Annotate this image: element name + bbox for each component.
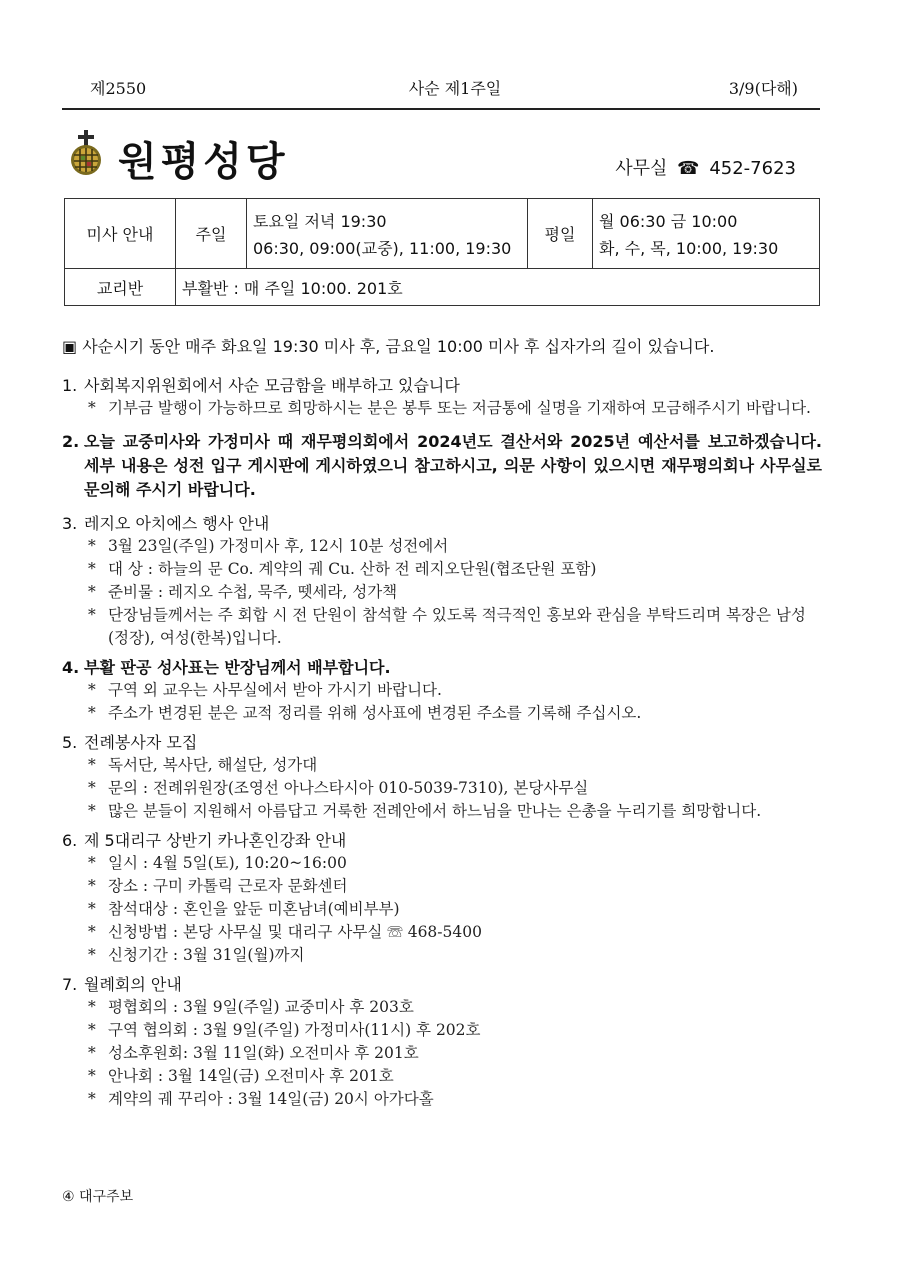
notice-text: 사순시기 동안 매주 화요일 19:30 미사 후, 금요일 10:00 미사 후 십자가의 길이 있습니다.	[82, 337, 715, 356]
bullet-item: * 많은 분들이 지원해서 아름답고 거룩한 전례안에서 하느님을 만나는 은총을 누리기를 희망합니다.	[62, 800, 822, 823]
bullet-item: * 독서단, 복사단, 해설단, 성가대	[62, 754, 822, 777]
bullet-item: * 계약의 궤 꾸리아 : 3월 14일(금) 20시 아가다홀	[62, 1088, 822, 1111]
weekday-times	[593, 199, 820, 269]
church-name: 원평성당	[118, 139, 289, 185]
section-number: 4.	[62, 658, 80, 677]
sunday-label: 주일	[176, 199, 247, 269]
catechism-label: 교리반	[65, 269, 176, 306]
bullet-item: * 장소 : 구미 카톨릭 근로자 문화센터	[62, 875, 822, 898]
section-title: 레지오 아치에스 행사 안내	[84, 514, 270, 533]
bullet-item: * 안나회 : 3월 14일(금) 오전미사 후 201호	[62, 1065, 822, 1088]
section-title: 부활 판공 성사표는 반장님께서 배부합니다.	[84, 658, 391, 677]
weekday-line-1: 월 06:30 금 10:00	[599, 211, 738, 231]
header-divider	[62, 108, 820, 110]
section-number: 7.	[62, 975, 78, 994]
bullet-item: * 문의 : 전례위원장(조영선 아나스타시아 010-5039-7310), 본당사무실	[62, 777, 822, 800]
mass-schedule-table	[64, 198, 820, 306]
office-phone: 452-7623	[709, 158, 796, 179]
sunday-line-1: 토요일 저녁 19:30	[253, 211, 387, 231]
announcement-7	[62, 973, 822, 1111]
bullet-item: * 구역 협의회 : 3월 9일(주일) 가정미사(11시) 후 202호	[62, 1019, 822, 1042]
announcement-3	[62, 512, 822, 650]
bullet-item: * 일시 : 4월 5일(토), 10:20~16:00	[62, 852, 822, 875]
bullet-item: * 참석대상 : 혼인을 앞둔 미혼남녀(예비부부)	[62, 898, 822, 921]
announcements	[62, 374, 822, 1117]
announcement-1	[62, 374, 822, 420]
office-label: 사무실	[615, 158, 668, 179]
bullet-item: * 3월 23일(주일) 가정미사 후, 12시 10분 성전에서	[62, 535, 822, 558]
announcement-4	[62, 656, 822, 725]
announcement-2	[62, 430, 822, 502]
lent-notice	[62, 334, 822, 357]
announcement-5	[62, 731, 822, 823]
church-logo-icon	[66, 128, 106, 176]
bullet-item: * 기부금 발행이 가능하므로 희망하시는 분은 봉투 또는 저금통에 실명을 기재하여 모금해주시기 바랍니다.	[62, 397, 822, 420]
section-number: 6.	[62, 831, 78, 850]
sunday-times	[247, 199, 528, 269]
section-body: 오늘 교중미사와 가정미사 때 재무평의회에서 2024년도 결산서와 2025년 예산서를 보고하겠습니다. 세부 내용은 성전 입구 게시판에 게시하였으니 참고하시고, 의문 사항이 있으시면 재무평의회나 사무실로 문의해 주시기 바랍니다.	[84, 432, 822, 499]
weekday-line-2: 화, 수, 목, 10:00, 19:30	[599, 238, 779, 258]
bullet-item: * 대 상 : 하늘의 문 Co. 계약의 궤 Cu. 산하 전 레지오단원(협조단원 포함)	[62, 558, 822, 581]
section-title: 제 5대리구 상반기 카나혼인강좌 안내	[84, 831, 347, 850]
section-title: 사회복지위원회에서 사순 모금함을 배부하고 있습니다	[84, 376, 460, 395]
section-number: 1.	[62, 376, 78, 395]
phone-icon: ☎	[677, 158, 700, 179]
bullet-item: * 신청기간 : 3월 31일(월)까지	[62, 944, 822, 967]
announcement-6	[62, 829, 822, 967]
bullet-item: * 단장님들께서는 주 회합 시 전 단원이 참석할 수 있도록 적극적인 홍보와 관심을 부탁드리며 복장은 남성(정장), 여성(한복)입니다.	[62, 604, 822, 650]
section-number: 2.	[62, 432, 80, 451]
bullet-item: * 신청방법 : 본당 사무실 및 대리구 사무실 ☏ 468-5400	[62, 921, 822, 944]
bulletin-date: 3/9(다해)	[728, 79, 798, 98]
notice-box-icon: ▣	[62, 337, 78, 356]
bullet-item: * 구역 외 교우는 사무실에서 받아 가시기 바랍니다.	[62, 679, 822, 702]
mass-label: 미사 안내	[65, 199, 176, 269]
issue-number: 제2550	[90, 79, 147, 98]
sunday-line-2: 06:30, 09:00(교중), 11:00, 19:30	[253, 238, 512, 258]
footer-source: ④ 대구주보	[62, 1189, 134, 1205]
office-contact	[615, 154, 796, 180]
bullet-item: * 준비물 : 레지오 수첩, 묵주, 뗏세라, 성가책	[62, 581, 822, 604]
bullet-item: * 주소가 변경된 분은 교적 정리를 위해 성사표에 변경된 주소를 기록해 주십시오.	[62, 702, 822, 725]
bulletin-header	[90, 76, 820, 102]
liturgical-week: 사순 제1주일	[408, 79, 502, 98]
section-number: 5.	[62, 733, 78, 752]
section-title: 전례봉사자 모집	[84, 733, 198, 752]
bullet-item: * 성소후원회: 3월 11일(화) 오전미사 후 201호	[62, 1042, 822, 1065]
catechism-value: 부활반 : 매 주일 10:00. 201호	[176, 269, 820, 306]
bullet-item: * 평협회의 : 3월 9일(주일) 교중미사 후 203호	[62, 996, 822, 1019]
weekday-label: 평일	[528, 199, 593, 269]
section-title: 월례회의 안내	[84, 975, 182, 994]
section-number: 3.	[62, 514, 78, 533]
